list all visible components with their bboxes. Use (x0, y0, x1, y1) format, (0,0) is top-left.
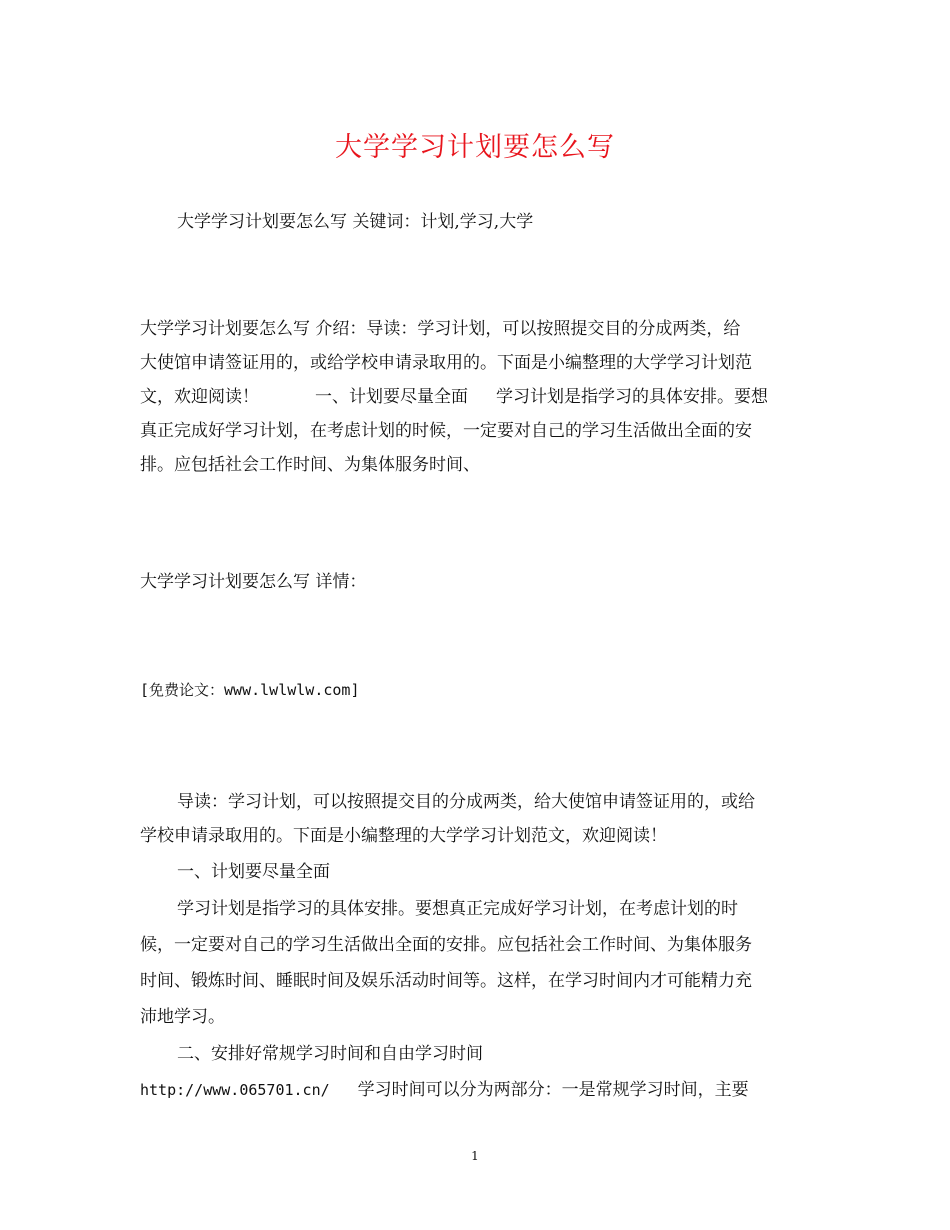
intro-text: 一、计划要尽量全面 (315, 387, 468, 407)
keywords-line: 大学学习计划要怎么写 关键词：计划,学习,大学 (177, 212, 534, 232)
page-number: 1 (471, 1149, 479, 1163)
body-paragraph-line: 学习计划是指学习的具体安排。要想真正完成好学习计划，在考虑计划的时 (177, 899, 738, 919)
intro-text: 文，欢迎阅读！ (140, 387, 259, 407)
intro-line (140, 380, 820, 414)
intro-line: 大学学习计划要怎么写 介绍：导读：学习计划，可以按照提交目的分成两类，给 (140, 319, 741, 339)
intro-line: 真正完成好学习计划，在考虑计划的时候，一定要对自己的学习生活做出全面的安 (140, 421, 752, 441)
intro-line: 排。应包括社会工作时间、为集体服务时间、 (140, 455, 480, 475)
section-heading: 二、安排好常规学习时间和自由学习时间 (177, 1044, 483, 1064)
body-paragraph-line: 学校申请录取用的。下面是小编整理的大学学习计划范文，欢迎阅读！ (140, 826, 667, 846)
intro-text: 学习计划是指学习的具体安排。要想 (496, 387, 768, 407)
body-paragraph-line: 导读：学习计划，可以按照提交目的分成两类，给大使馆申请签证用的，或给 (177, 792, 755, 812)
body-paragraph-line (140, 1073, 820, 1107)
intro-line: 大使馆申请签证用的，或给学校申请录取用的。下面是小编整理的大学学习计划范 (140, 353, 752, 373)
section-heading: 一、计划要尽量全面 (177, 862, 330, 882)
free-paper-link[interactable] (140, 673, 820, 707)
details-label: 大学学习计划要怎么写 详情： (140, 572, 367, 592)
body-text: 学习时间可以分为两部分：一是常规学习时间，主要 (357, 1080, 749, 1100)
body-paragraph-line: 候，一定要对自己的学习生活做出全面的安排。应包括社会工作时间、为集体服务 (140, 935, 752, 955)
url-link[interactable]: http://www.065701.cn/ (140, 1081, 330, 1099)
free-paper-text[interactable]: [免费论文：www.lwlwlw.com] (140, 681, 360, 699)
body-paragraph-line: 沛地学习。 (140, 1007, 225, 1027)
body-paragraph-line: 时间、锻炼时间、睡眠时间及娱乐活动时间等。这样，在学习时间内才可能精力充 (140, 971, 752, 991)
document-title: 大学学习计划要怎么写 (335, 132, 615, 163)
